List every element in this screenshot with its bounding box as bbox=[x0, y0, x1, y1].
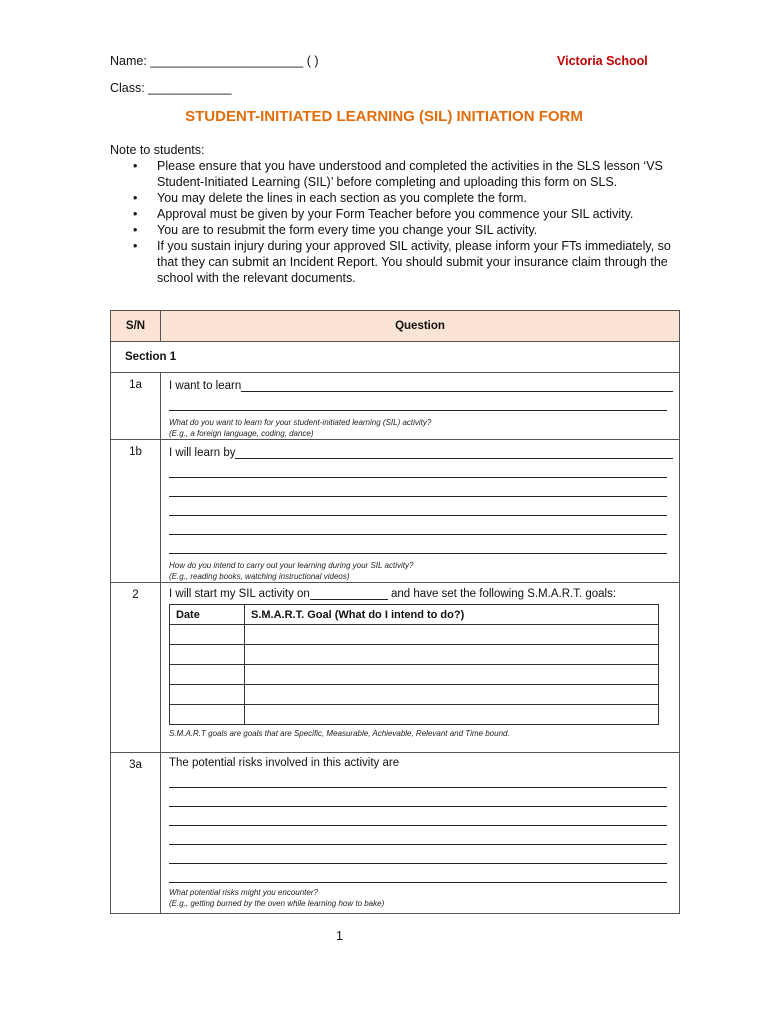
smart-goal-cell[interactable] bbox=[245, 685, 659, 705]
smart-goal-cell[interactable] bbox=[245, 665, 659, 685]
class-field-label: Class: ____________ bbox=[110, 81, 232, 95]
note-item: • Approval must be given by your Form Teacher before you commence your SIL activity. bbox=[110, 206, 690, 222]
answer-line-1b[interactable] bbox=[235, 444, 673, 459]
smart-date-cell[interactable] bbox=[170, 665, 245, 685]
note-item: • You may delete the lines in each section as you complete the form. bbox=[110, 190, 690, 206]
hint-3a: What potential risks might you encounter? bbox=[169, 888, 318, 897]
question-row-1a bbox=[111, 373, 680, 440]
note-item: • You are to resubmit the form every time you change your SIL activity. bbox=[110, 222, 690, 238]
answer-line-1b[interactable] bbox=[169, 478, 667, 497]
section-row bbox=[111, 342, 680, 373]
smart-row bbox=[170, 625, 659, 645]
answer-line-1b[interactable] bbox=[169, 535, 667, 554]
name-field-label: Name: ______________________ ( ) bbox=[110, 54, 319, 68]
prompt-1b: I will learn by bbox=[169, 447, 236, 459]
answer-line-3a[interactable] bbox=[169, 769, 667, 788]
smart-row bbox=[170, 685, 659, 705]
answer-line-3a[interactable] bbox=[169, 845, 667, 864]
prompt-3a: The potential risks involved in this activity are bbox=[169, 757, 400, 769]
smart-date-cell[interactable] bbox=[170, 705, 245, 725]
hint-1a-example: (E.g., a foreign language, coding, dance) bbox=[169, 429, 314, 438]
sil-form-table bbox=[110, 310, 680, 914]
prompt-2-start: I will start my SIL activity on bbox=[169, 588, 310, 600]
smart-row bbox=[170, 645, 659, 665]
question-row-1b bbox=[111, 440, 680, 583]
hint-1a: What do you want to learn for your student-initiated learning (SIL) activity? bbox=[169, 418, 432, 427]
answer-line-1b[interactable] bbox=[169, 516, 667, 535]
hint-1b-example: (E.g., reading books, watching instructional videos) bbox=[169, 572, 350, 581]
table-header-row bbox=[111, 311, 680, 342]
answer-line-3a[interactable] bbox=[169, 807, 667, 826]
question-row-3a bbox=[111, 753, 680, 914]
answer-line-1a[interactable] bbox=[241, 377, 673, 392]
note-heading: Note to students: bbox=[110, 143, 205, 157]
answer-line-3a[interactable] bbox=[169, 826, 667, 845]
smart-date-cell[interactable] bbox=[170, 625, 245, 645]
smart-goal-cell[interactable] bbox=[245, 705, 659, 725]
prompt-1a: I want to learn bbox=[169, 380, 242, 392]
sn-cell: 2 bbox=[111, 583, 161, 753]
page-number: 1 bbox=[336, 929, 343, 943]
smart-goal-cell[interactable] bbox=[245, 625, 659, 645]
question-row-2 bbox=[111, 583, 680, 753]
sn-cell: 1a bbox=[111, 373, 161, 440]
smart-row bbox=[170, 665, 659, 685]
smart-date-cell[interactable] bbox=[170, 645, 245, 665]
smart-date-cell[interactable] bbox=[170, 685, 245, 705]
answer-line-1a[interactable] bbox=[169, 392, 667, 411]
smart-col-date: Date bbox=[170, 605, 245, 625]
school-name: Victoria School bbox=[557, 54, 648, 68]
answer-line-1b[interactable] bbox=[169, 497, 667, 516]
hint-3a-example: (E.g., getting burned by the oven while learning how to bake) bbox=[169, 899, 385, 908]
smart-col-goal: S.M.A.R.T. Goal (What do I intend to do?) bbox=[245, 605, 659, 625]
section-title: Section 1 bbox=[111, 342, 680, 373]
smart-row bbox=[170, 705, 659, 725]
prompt-2-end: and have set the following S.M.A.R.T. goals: bbox=[391, 588, 617, 600]
hint-1b: How do you intend to carry out your learning during your SIL activity? bbox=[169, 561, 414, 570]
answer-line-1b[interactable] bbox=[169, 459, 667, 478]
col-header-question: Question bbox=[161, 311, 680, 342]
smart-header-row bbox=[170, 605, 659, 625]
smart-goals-table bbox=[169, 604, 659, 725]
hint-2: S.M.A.R.T goals are goals that are Specific, Measurable, Achievable, Relevant and Time bound. bbox=[169, 729, 510, 738]
sn-cell: 3a bbox=[111, 753, 161, 914]
form-title: STUDENT-INITIATED LEARNING (SIL) INITIATION FORM bbox=[185, 108, 583, 125]
note-list bbox=[110, 158, 690, 286]
note-item: • If you sustain injury during your approved SIL activity, please inform your FTs immediately, so that they can submit an Incident Report. You should submit your insurance claim through the school with the relevant documents. bbox=[110, 238, 690, 286]
note-item: • Please ensure that you have understood and completed the activities in the SLS lesson ‘VS Student-Initiated Learning (SIL)’ before completing and uploading this form on SLS. bbox=[110, 158, 690, 190]
sn-cell: 1b bbox=[111, 440, 161, 583]
smart-goal-cell[interactable] bbox=[245, 645, 659, 665]
answer-line-3a[interactable] bbox=[169, 864, 667, 883]
answer-line-3a[interactable] bbox=[169, 788, 667, 807]
note-section bbox=[110, 142, 690, 286]
col-header-sn: S/N bbox=[111, 311, 161, 342]
start-date-input-line[interactable] bbox=[310, 587, 388, 600]
